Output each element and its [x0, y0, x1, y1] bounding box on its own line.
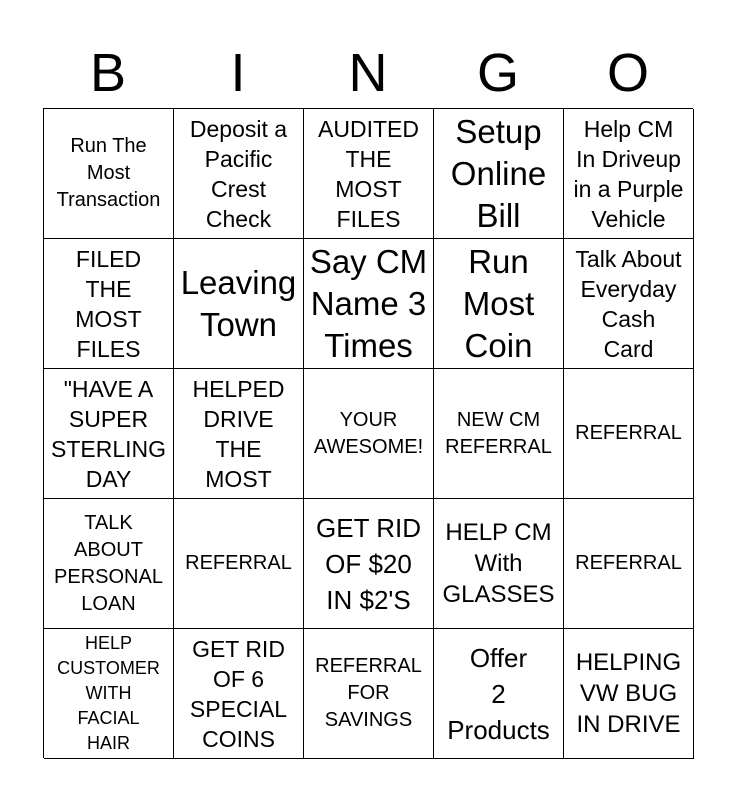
cell-text: Leaving Town: [180, 263, 297, 343]
header-letter-b: B: [89, 43, 127, 103]
bingo-cell-r4c3[interactable]: [304, 499, 434, 629]
cell-text: NEW CM REFERRAL: [445, 408, 552, 458]
cell-text: GET RID OF 6 SPECIAL COINS: [189, 635, 288, 752]
cell-text: HELPED DRIVE THE MOST: [192, 375, 285, 492]
bingo-cell-r2c5[interactable]: [564, 239, 694, 369]
bingo-header: [43, 38, 693, 108]
bingo-grid: [43, 108, 693, 758]
bingo-cell-r2c1[interactable]: [44, 239, 174, 369]
header-letter-o: O: [606, 43, 649, 103]
cell-text: Offer 2 Products: [447, 642, 550, 745]
cell-text: HELP CM With GLASSES: [442, 519, 555, 608]
cell-text: REFERRAL FOR SAVINGS: [315, 655, 422, 731]
bingo-cell-r4c2[interactable]: [174, 499, 304, 629]
cell-text: REFERRAL: [575, 552, 682, 574]
bingo-cell-r5c5[interactable]: [564, 629, 694, 759]
cell-text: HELP CUSTOMER WITH FACIAL HAIR: [57, 633, 160, 753]
cell-text: YOUR AWESOME!: [313, 408, 424, 458]
cell-text: Help CM In Driveup in a Purple Vehicle: [573, 115, 684, 232]
bingo-cell-r2c3[interactable]: [304, 239, 434, 369]
cell-text: HELPING VW BUG IN DRIVE: [575, 649, 682, 738]
bingo-cell-r2c2[interactable]: [174, 239, 304, 369]
bingo-cell-r1c5[interactable]: [564, 109, 694, 239]
cell-text: Talk About Everyday Cash Card: [575, 245, 682, 362]
header-letter-g: G: [476, 43, 519, 103]
header-letter-n: N: [348, 43, 388, 103]
bingo-cell-r4c4[interactable]: [434, 499, 564, 629]
bingo-cell-r1c4[interactable]: [434, 109, 564, 239]
bingo-cell-r1c3[interactable]: [304, 109, 434, 239]
bingo-cell-r3c3[interactable]: [304, 369, 434, 499]
cell-text: Run The Most Transaction: [56, 135, 161, 211]
cell-text: "HAVE A SUPER STERLING DAY: [50, 375, 167, 492]
cell-text: Setup Online Bill: [450, 112, 547, 234]
bingo-cell-r3c4[interactable]: [434, 369, 564, 499]
cell-text: REFERRAL: [185, 552, 292, 574]
bingo-cell-r3c1[interactable]: [44, 369, 174, 499]
bingo-cell-r3c5[interactable]: [564, 369, 694, 499]
cell-text: FILED THE MOST FILES: [75, 245, 142, 362]
bingo-cell-r1c2[interactable]: [174, 109, 304, 239]
cell-text: REFERRAL: [575, 422, 682, 444]
cell-text: Run Most Coin: [462, 242, 535, 364]
header-letter-i: I: [230, 43, 246, 103]
bingo-cell-r4c1[interactable]: [44, 499, 174, 629]
bingo-cell-r3c2[interactable]: [174, 369, 304, 499]
bingo-cell-r5c3[interactable]: [304, 629, 434, 759]
bingo-cell-r5c2[interactable]: [174, 629, 304, 759]
bingo-cell-r4c5[interactable]: [564, 499, 694, 629]
bingo-cell-r2c4[interactable]: [434, 239, 564, 369]
cell-text: TALK ABOUT PERSONAL LOAN: [54, 511, 163, 615]
bingo-cell-r5c4[interactable]: [434, 629, 564, 759]
bingo-cell-r5c1[interactable]: [44, 629, 174, 759]
cell-text: Say CM Name 3 Times: [309, 242, 428, 364]
cell-text: AUDITED THE MOST FILES: [318, 115, 419, 232]
cell-text: GET RID OF $20 IN $2'S: [316, 512, 421, 615]
bingo-cell-r1c1[interactable]: [44, 109, 174, 239]
cell-text: Deposit a Pacific Crest Check: [189, 115, 288, 232]
